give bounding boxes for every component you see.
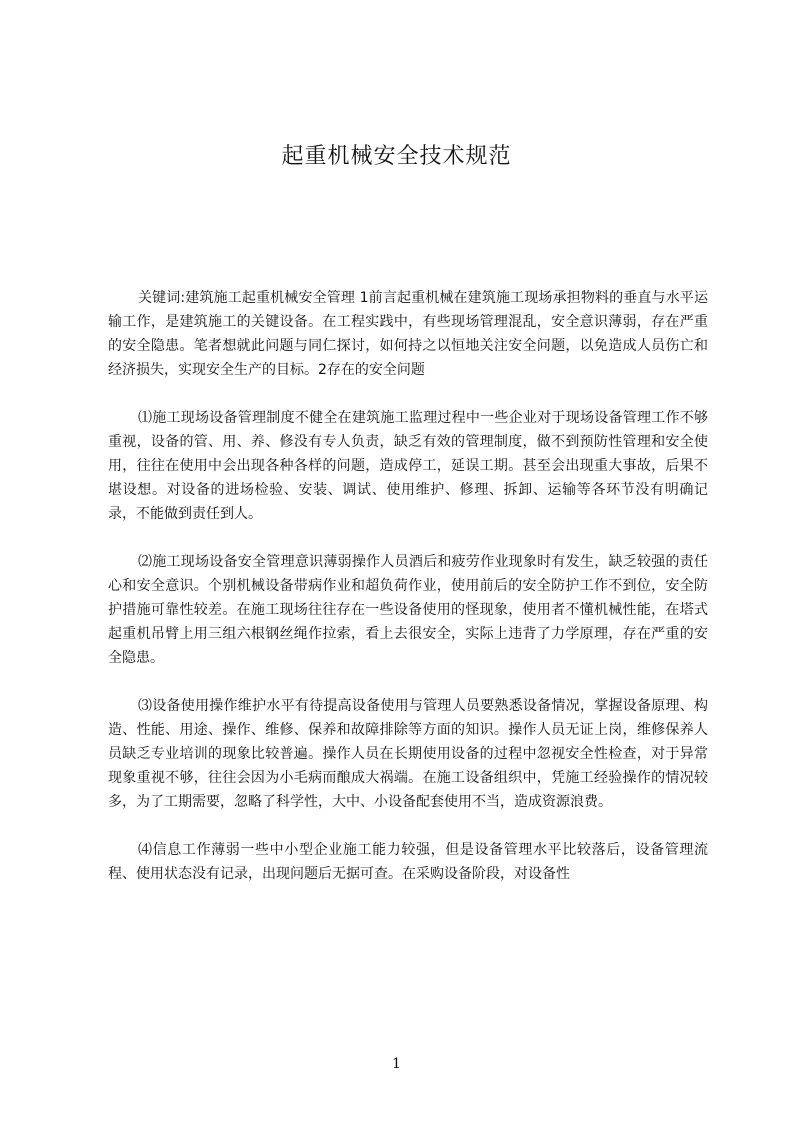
paragraph-safety-awareness: ⑵施工现场设备安全管理意识薄弱操作人员酒后和疲劳作业现象时有发生，缺乏较强的责任心和安全意识。个别机械设备带病作业和超负荷作业，使用前后的安全防护工作不到位，安全防护措施可靠性较差。在施工现场往往存在一些设备使用的怪现象，使用者不懂机械性能，在塔式起重机吊臂上用三组六根钢丝绳作拉索，看上去很安全，实际上违背了力学原理，存在严重的安全隐患。 (108, 554, 708, 666)
paragraph-management-system: ⑴施工现场设备管理制度不健全在建筑施工监理过程中一些企业对于现场设备管理工作不够重视，设备的管、用、养、修没有专人负责，缺乏有效的管理制度，做不到预防性管理和安全使用，往往在使用中会出现各种各样的问题，造成停工，延误工期。甚至会出现重大事故，后果不堪设想。对设备的进场检验、安装、调试、使用维护、修理、拆卸、运输等各环节没有明确记录，不能做到责任到人。 (108, 410, 708, 522)
paragraph-information-work: ⑷信息工作薄弱一些中小型企业施工能力较强，但是设备管理水平比较落后，设备管理流程、使用状态没有记录，出现问题后无据可查。在采购设备阶段，对设备性 (108, 842, 708, 882)
paragraph-operation-maintenance: ⑶设备使用操作维护水平有待提高设备使用与管理人员要熟悉设备情况，掌握设备原理、构造、性能、用途、操作、维修、保养和故障排除等方面的知识。操作人员无证上岗，维修保养人员缺乏专业培训的现象比较普遍。操作人员在长期使用设备的过程中忽视安全性检查，对于异常现象重视不够，往往会因为小毛病而酿成大祸端。在施工设备组织中，凭施工经验操作的情况较多，为了工期需要，忽略了科学性，大中、小设备配套使用不当，造成资源浪费。 (108, 698, 708, 810)
document-body (108, 286, 708, 910)
page-number: 1 (392, 1056, 401, 1072)
paragraph-keywords-intro: 关键词:建筑施工起重机械安全管理 1前言起重机械在建筑施工现场承担物料的垂直与水平运输工作，是建筑施工的关键设备。在工程实践中，有些现场管理混乱，安全意识薄弱，存在严重的安全隐患。笔者想就此问题与同仁探讨，如何持之以恒地关注安全问题，以免造成人员伤亡和经济损失，实现安全生产的目标。2存在的安全问题 (108, 290, 708, 378)
document-title: 起重机械安全技术规范 (281, 144, 512, 169)
